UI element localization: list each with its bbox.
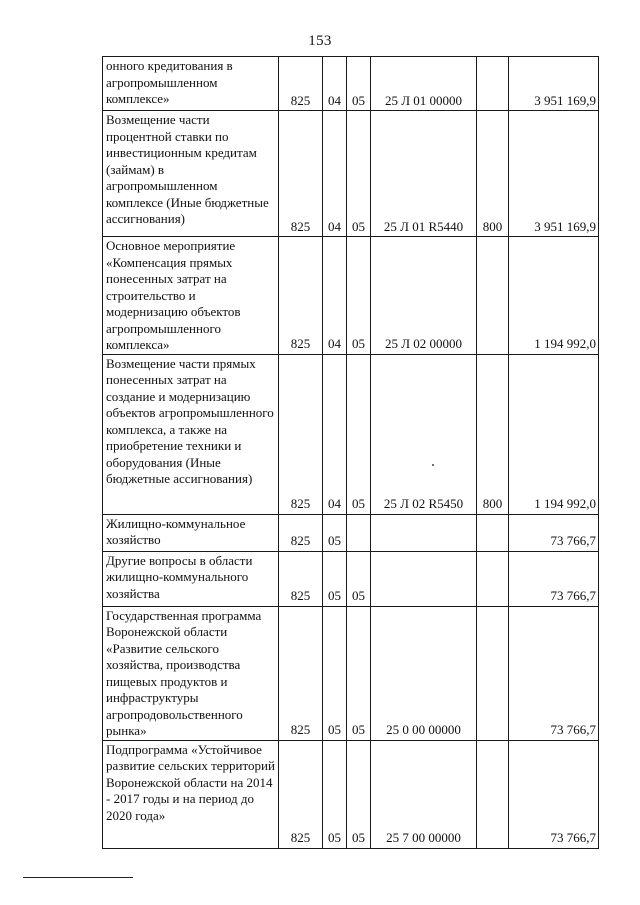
cell-vr bbox=[477, 57, 509, 111]
cell-pr: 05 bbox=[347, 354, 371, 514]
cell-vr: 800 bbox=[477, 111, 509, 237]
cell-pr: 05 bbox=[347, 111, 371, 237]
cell-gr: 825 bbox=[279, 57, 323, 111]
table-row bbox=[103, 237, 599, 355]
cell-sum: 73 766,7 bbox=[509, 606, 599, 740]
cell-csr: 25 0 00 00000 bbox=[371, 606, 477, 740]
cell-gr: 825 bbox=[279, 111, 323, 237]
cell-rz: 05 bbox=[323, 514, 347, 551]
cell-csr: 25 7 00 00000 bbox=[371, 740, 477, 848]
cell-pr: 05 bbox=[347, 551, 371, 606]
cell-sum: 73 766,7 bbox=[509, 551, 599, 606]
cell-pr: 05 bbox=[347, 57, 371, 111]
table-row bbox=[103, 740, 599, 848]
cell-pr: 05 bbox=[347, 237, 371, 355]
page-number: 153 bbox=[308, 33, 332, 49]
cell-vr bbox=[477, 740, 509, 848]
row-name: онного кредитования в агропромышленном комплексе» bbox=[103, 57, 279, 111]
cell-sum: 1 194 992,0 bbox=[509, 354, 599, 514]
cell-vr bbox=[477, 551, 509, 606]
cell-rz: 04 bbox=[323, 57, 347, 111]
cell-vr bbox=[477, 514, 509, 551]
cell-gr: 825 bbox=[279, 551, 323, 606]
table-row bbox=[103, 606, 599, 740]
row-name: Основное мероприятие «Компенсация прямых понесенных затрат на строительство и модернизацию объектов агропромышленного комплекса» bbox=[103, 237, 279, 355]
cell-vr: 800 bbox=[477, 354, 509, 514]
cell-sum: 73 766,7 bbox=[509, 514, 599, 551]
cell-rz: 05 bbox=[323, 551, 347, 606]
cell-pr bbox=[347, 514, 371, 551]
cell-gr: 825 bbox=[279, 514, 323, 551]
cell-rz: 05 bbox=[323, 606, 347, 740]
row-name: Другие вопросы в области жилищно-коммунального хозяйства bbox=[103, 551, 279, 606]
row-name: Возмещение части процентной ставки по инвестиционным кредитам (займам) в агропромышленном комплексе (Иные бюджетные ассигнования) bbox=[103, 111, 279, 237]
cell-rz: 05 bbox=[323, 740, 347, 848]
scan-artifact bbox=[432, 464, 434, 466]
cell-sum: 3 951 169,9 bbox=[509, 57, 599, 111]
cell-pr: 05 bbox=[347, 740, 371, 848]
cell-rz: 04 bbox=[323, 111, 347, 237]
footnote-separator bbox=[23, 877, 133, 878]
cell-gr: 825 bbox=[279, 354, 323, 514]
cell-sum: 1 194 992,0 bbox=[509, 237, 599, 355]
cell-csr: 25 Л 02 R5450 bbox=[371, 354, 477, 514]
table-row bbox=[103, 111, 599, 237]
row-name: Подпрограмма «Устойчивое развитие сельских территорий Воронежской области на 2014 - 2017 годы и на период до 2020 года» bbox=[103, 740, 279, 848]
cell-csr bbox=[371, 551, 477, 606]
table-row bbox=[103, 514, 599, 551]
table-row bbox=[103, 354, 599, 514]
cell-sum: 3 951 169,9 bbox=[509, 111, 599, 237]
cell-gr: 825 bbox=[279, 237, 323, 355]
cell-pr: 05 bbox=[347, 606, 371, 740]
cell-rz: 04 bbox=[323, 237, 347, 355]
row-name: Возмещение части прямых понесенных затрат на создание и модернизацию объектов агропромышленного комплекса, а также на приобретение техники и оборудования (Иные бюджетные ассигнования) bbox=[103, 354, 279, 514]
budget-table bbox=[102, 56, 599, 849]
table-row bbox=[103, 57, 599, 111]
table-row bbox=[103, 551, 599, 606]
row-name: Государственная программа Воронежской области «Развитие сельского хозяйства, производства пищевых продуктов и инфраструктуры агропродовольственного рынка» bbox=[103, 606, 279, 740]
cell-gr: 825 bbox=[279, 740, 323, 848]
cell-csr: 25 Л 01 R5440 bbox=[371, 111, 477, 237]
cell-gr: 825 bbox=[279, 606, 323, 740]
row-name: Жилищно-коммунальное хозяйство bbox=[103, 514, 279, 551]
cell-csr bbox=[371, 514, 477, 551]
cell-sum: 73 766,7 bbox=[509, 740, 599, 848]
cell-csr: 25 Л 01 00000 bbox=[371, 57, 477, 111]
cell-rz: 04 bbox=[323, 354, 347, 514]
cell-vr bbox=[477, 606, 509, 740]
cell-csr: 25 Л 02 00000 bbox=[371, 237, 477, 355]
cell-vr bbox=[477, 237, 509, 355]
